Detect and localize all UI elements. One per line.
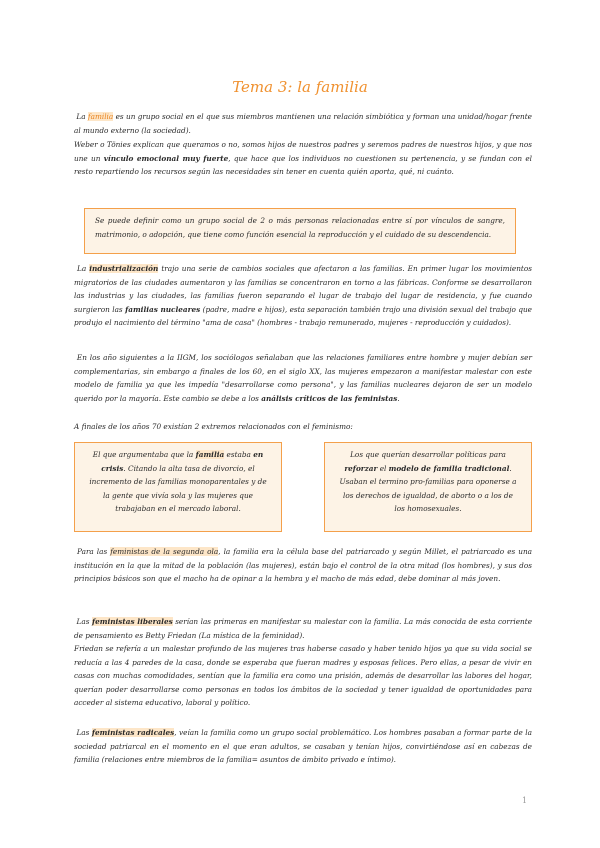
box-pro-familias: Los que querían desarrollar políticas para reforzar el modelo de familia tradicional. Usaban el termino pro-familias para oponerse a los derechos de igualdad, de aborto o a los de los homosexuales.	[324, 442, 532, 532]
paragraph-intro: La familia es un grupo social en el que sus miembros mantienen una relación simbiótica y forman una unidad/hogar frente al mundo externo (la sociedad).	[74, 112, 532, 135]
keyword-familia: familia	[87, 112, 114, 121]
keyword-reforzar: reforzar	[344, 463, 378, 473]
keyword-feministas-radicales: feministas radicales	[91, 728, 175, 737]
paragraph-friedan: Friedan se refería a un malestar profundo de las mujeres tras haberse casado y haber tenido hijos ya que su vida social se reducía a las 4 paredes de la casa, donde se esperaba que fueran madres y esposas felices. Pero ellas, a pesar de vivir en casas con muchas comodidades, sentían que la familia era como una prisión, además de desarrollar las labores del hogar, querían poder desarrollarse como personas en todos los ámbitos de la sociedad y tener igualdad de oportunidades para acceder al sistema educativo, laboral y político.	[74, 644, 532, 708]
keyword-familia-box: familia	[195, 450, 225, 459]
box-familia-en-crisis: El que argumentaba que la familia estaba en crisis. Citando la alta tasa de divorcio, el incremento de las familias monoparentales y de la gente que vivía sola y las mujeres que trabajaban en el mercado laboral.	[74, 442, 282, 532]
definition-box: Se puede definir como un grupo social de 2 o más personas relacionadas entre sí por vínculos de sangre, matrimonio, o adopción, que tiene como función esencial la reproducción y el cuidado de su descendencia.	[84, 208, 516, 254]
paragraph-postwar: En los año siguientes a la IIGM, los sociólogos señalaban que las relaciones familiares entre hombre y mujer debían ser complementarias, sin embargo a finales de los 60, en el siglo XX, las mujeres empezaron a manifestar malestar con este modelo de familia ya que les impedía "desarrollarse como persona", y las familias nucleares dejaron de ser un modelo querido por la mayoría. Este cambio se debe a los análisis críticos de las feministas.	[74, 353, 532, 403]
paragraph-weber: Weber o Tönies explican que queramos o no, somos hijos de nuestros padres y seremos padres de nuestros hijos, y que nos une un vínculo emocional muy fuerte, que hace que los individuos no cuestionen su pertenencia, y se fundan con el resto repartiendo los recursos según las necesidades sin tener en cuenta quién aporta, qué, ni cuánto.	[74, 140, 532, 177]
keyword-analisis-criticos: análisis críticos de las feministas	[261, 393, 398, 403]
keyword-modelo-tradicional: modelo de familia tradicional	[388, 463, 510, 473]
paragraph-segunda-ola: Para las feministas de la segunda ola, la familia era la célula base del patriarcado y según Millet, el patriarcado es una institución en la que la mitad de la población (las mujeres), están bajo el control de la otra mitad (los hombres), y sus dos principios básicos son que el macho ha de opinar a la hembra y el macho de más edad, debe dominar al más joven.	[74, 547, 533, 584]
keyword-vinculo: vínculo emocional muy fuerte	[103, 153, 229, 163]
keyword-en-crisis: en crisis	[101, 450, 264, 473]
keyword-feministas-segunda-ola: feministas de la segunda ola	[110, 547, 219, 556]
keyword-industrializacion: industrialización	[89, 264, 159, 273]
paragraph-industrializacion: La industrialización trajo una serie de cambios sociales que afectaron a las familias. En primer lugar los movimientos migratorios de las ciudades aumentaron y las familias se concentraron en torno a las fábricas. Conforme se desarrollaron las industrias y las ciudades, las familias fueron separando el lugar de trabajo del lugar de residencia, y fue cuando surgieron las familias nucleares (padre, madre e hijos), esta separación también trajo una división sexual del trabajo que produjo el nacimiento del término "ama de casa" (hombres - trabajo remunerado, mujeres - reproducción y cuidados).	[74, 264, 533, 328]
paragraph-liberales: Las feministas liberales serían las primeras en manifestar su malestar con la familia. La más conocida de esta corriente de pensamiento es Betty Friedan (La mística de la feminidad).	[74, 617, 533, 640]
keyword-familias-nucleares: familias nucleares	[125, 304, 201, 314]
keyword-feministas-liberales: feministas liberales	[91, 617, 173, 626]
page-number: 1	[522, 796, 528, 805]
paragraph-extremos: A finales de los años 70 existían 2 extremos relacionados con el feminismo:	[74, 422, 353, 431]
page-title: Tema 3: la familia	[232, 78, 368, 96]
paragraph-radicales: Las feministas radicales, veían la familia como un grupo social problemático. Los hombres pasaban a formar parte de la sociedad patriarcal en el momento en el que eran adultos, se casaban y tenían hijos, convirtiéndose así en cabezas de familia (relaciones entre miembros de la familia= asuntos de ámbito privado e íntimo).	[74, 728, 532, 765]
